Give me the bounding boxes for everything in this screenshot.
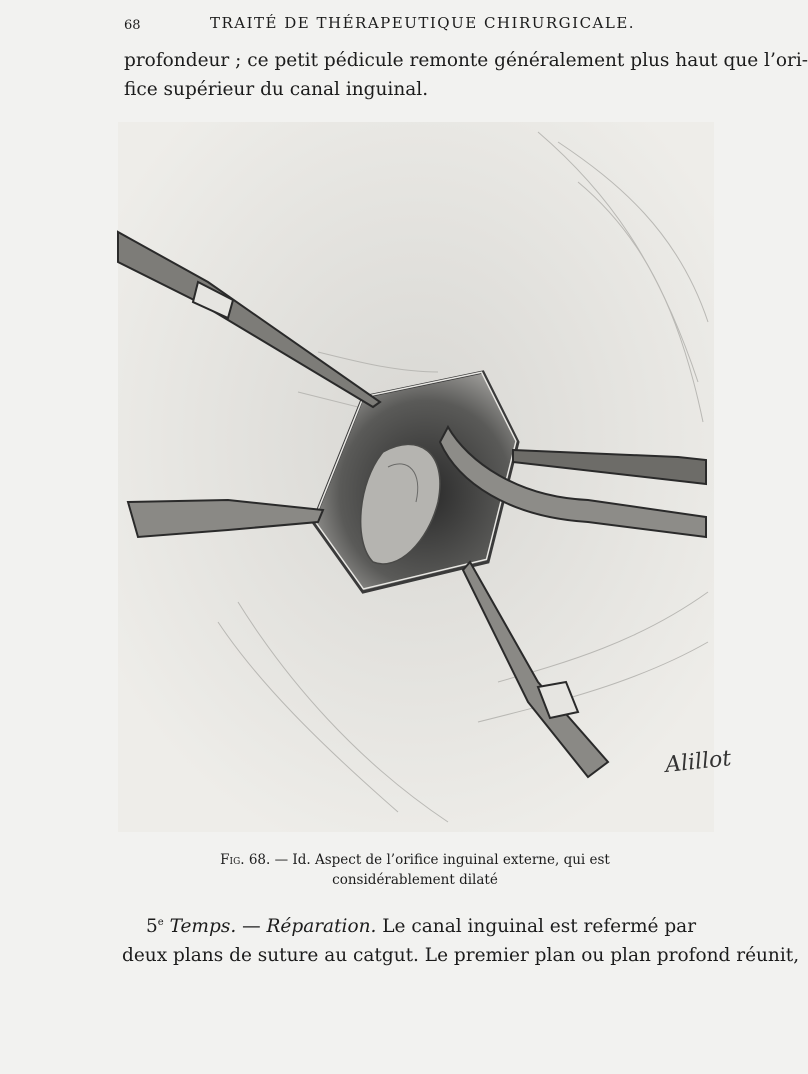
step-superscript: e (157, 917, 164, 928)
paragraph-line: deux plans de suture au catgut. Le premier plan ou plan profond réunit, (122, 945, 800, 967)
running-head (124, 14, 684, 40)
step-title: Réparation. (266, 916, 377, 938)
step-number: 5 (146, 916, 158, 938)
page-number: 68 (124, 18, 141, 33)
step-word: Temps. (163, 916, 237, 938)
dash: — (236, 916, 267, 938)
top-paragraph (124, 46, 808, 104)
figure-label: Fig. 68. (220, 852, 271, 868)
caption-text: — Id. Aspect de l’orifice inguinal externe, qui est (270, 852, 610, 868)
paragraph-line: profondeur ; ce petit pédicule remonte généralement plus haut que l’ori- (124, 50, 808, 71)
running-title: TRAITÉ DE THÉRAPEUTIQUE CHIRURGICALE. (210, 14, 636, 32)
caption-text: considérablement dilaté (332, 872, 498, 888)
paragraph-line: fice supérieur du canal inguinal. (124, 79, 429, 100)
surgical-illustration (118, 122, 733, 832)
paragraph-text: Le canal inguinal est refermé par (376, 916, 697, 938)
bottom-paragraph (122, 908, 800, 970)
illustration-drawing (118, 122, 733, 832)
figure-caption (180, 850, 650, 890)
artist-signature: Alillot (664, 746, 733, 778)
